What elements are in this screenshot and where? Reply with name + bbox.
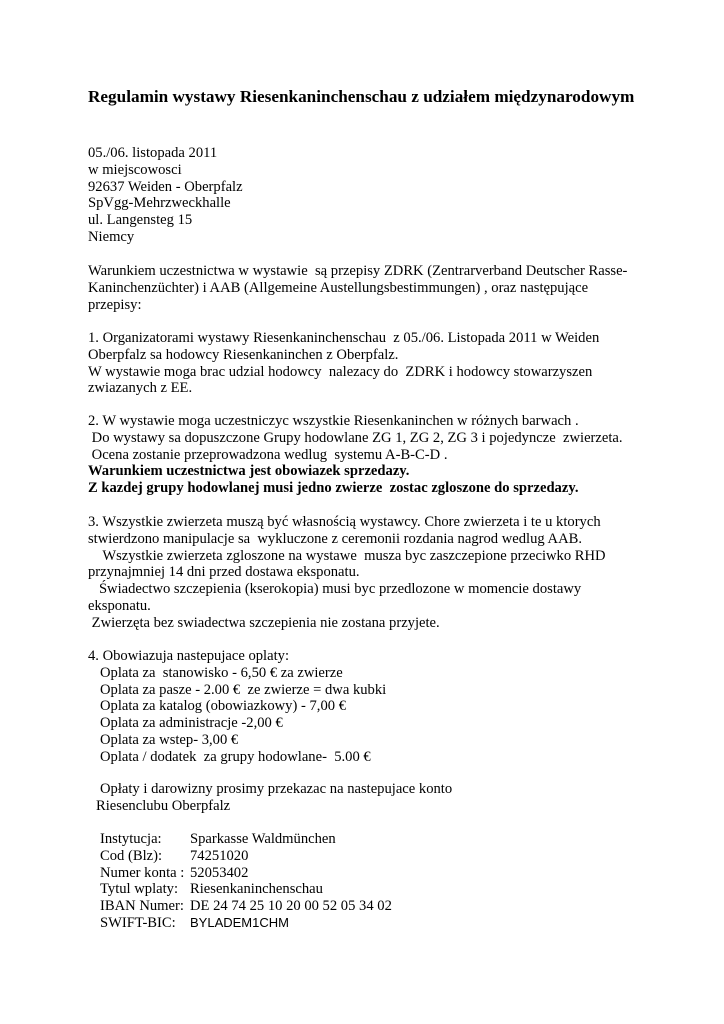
- bank-row: [100, 831, 392, 848]
- sale-requirement: Warunkiem uczestnictwa jest obowiazek sprzedazy.: [88, 463, 410, 480]
- section-2-line: 2. W wystawie moga uczestniczyc wszystkie Riesenkaninchen w różnych barwach .: [88, 413, 579, 429]
- section-1-line: zwiazanych z EE.: [88, 380, 193, 397]
- sale-requirement: Z kazdej grupy hodowlanej musi jedno zwierze zostac zgloszone do sprzedazy.: [88, 480, 579, 497]
- fee-item: Oplata / dodatek za grupy hodowlane- 5.00 €: [100, 748, 371, 765]
- section-2: [88, 413, 623, 497]
- bank-row: [100, 915, 392, 932]
- bank-value: DE 24 74 25 10 20 00 52 05 34 02: [190, 898, 392, 915]
- fee-item: Oplata za pasze - 2.00 € ze zwierze = dwa kubki: [100, 681, 387, 698]
- bank-label: Numer konta :: [100, 864, 185, 881]
- section-1: [88, 330, 599, 397]
- bank-label: Instytucja:: [100, 831, 162, 847]
- bank-value: BYLADEM1CHM: [190, 914, 289, 930]
- address-venue: SpVgg-Mehrzweckhalle: [88, 195, 231, 212]
- section-3-line: Wszystkie zwierzeta zgloszone na wystawe musza byc zaszczepione przeciwko RHD: [88, 547, 606, 564]
- section-2-line: Ocena zostanie przeprowadzona wedlug systemu A-B-C-D .: [88, 446, 448, 463]
- intro-line: Warunkiem uczestnictwa w wystawie są przepisy ZDRK (Zentrarverband Deutscher Rasse-: [88, 263, 628, 279]
- fee-item: Oplata za katalog (obowiazkowy) - 7,00 €: [100, 698, 346, 715]
- fee-item: Oplata za administracje -2,00 €: [100, 715, 283, 732]
- event-date: 05./06. listopada 2011: [88, 145, 218, 161]
- bank-label: Cod (Blz):: [100, 847, 163, 864]
- bank-value: Sparkasse Waldmünchen: [190, 831, 336, 847]
- address-street: ul. Langensteg 15: [88, 212, 193, 229]
- bank-value: 74251020: [190, 847, 249, 864]
- intro-line: Kaninchenzüchter) i AAB (Allgemeine Austellungsbestimmungen) , oraz następujące: [88, 279, 589, 296]
- bank-row: [100, 881, 392, 898]
- event-address-block: [88, 145, 243, 246]
- bank-details-table: [100, 831, 392, 932]
- section-3-line: Świadectwo szczepienia (kserokopia) musi byc przedlozone w momencie dostawy: [88, 581, 582, 598]
- address-line: w miejscowosci: [88, 161, 182, 178]
- section-2-line: Do wystawy sa dopuszczone Grupy hodowlane ZG 1, ZG 2, ZG 3 i pojedyncze zwierzeta.: [88, 429, 623, 446]
- section-3-line: przynajmniej 14 dni przed dostawa eksponatu.: [88, 564, 360, 581]
- fee-item: Oplata za stanowisko - 6,50 € za zwierze: [100, 664, 343, 681]
- bank-label: Tytul wplaty:: [100, 881, 179, 898]
- payment-recipient: Riesenclubu Oberpfalz: [96, 797, 231, 814]
- bank-row: [100, 898, 392, 915]
- bank-label: SWIFT-BIC:: [100, 914, 176, 931]
- section-3-line: Zwierzęta bez swiadectwa szczepienia nie zostana przyjete.: [88, 614, 440, 631]
- bank-value: Riesenkaninchenschau: [190, 881, 323, 898]
- bank-row: [100, 865, 392, 882]
- section-3-line: 3. Wszystkie zwierzeta muszą być własnością wystawcy. Chore zwierzeta i te u ktorych: [88, 514, 601, 530]
- fee-item: Oplata za wstep- 3,00 €: [100, 731, 239, 748]
- address-country: Niemcy: [88, 228, 135, 245]
- document-title: Regulamin wystawy Riesenkaninchenschau z udziałem międzynarodowym: [88, 87, 635, 106]
- intro-paragraph: [88, 263, 627, 313]
- section-4: [88, 648, 386, 766]
- section-3: [88, 514, 606, 632]
- fee-list: [88, 665, 386, 766]
- payment-note-line: Opłaty i darowizny prosimy przekazac na nastepujace konto: [100, 781, 453, 797]
- bank-label: IBAN Numer:: [100, 898, 184, 915]
- bank-row: [100, 848, 392, 865]
- section-1-line: W wystawie moga brac udzial hodowcy nalezacy do ZDRK i hodowcy stowarzyszen: [88, 363, 593, 380]
- section-1-line: 1. Organizatorami wystawy Riesenkaninchenschau z 05./06. Listopada 2011 w Weiden: [88, 330, 600, 346]
- bank-value: 52053402: [190, 864, 249, 881]
- section-4-heading: 4. Obowiazuja nastepujace oplaty:: [88, 648, 289, 664]
- intro-line: przepisy:: [88, 296, 142, 313]
- section-1-line: Oberpfalz sa hodowcy Riesenkaninchen z Oberpfalz.: [88, 346, 399, 363]
- section-3-line: eksponatu.: [88, 597, 151, 614]
- section-3-line: stwierdzono manipulacje sa wykluczone z ceremonii rozdania nagrod wedlug AAB.: [88, 530, 582, 547]
- address-city: 92637 Weiden - Oberpfalz: [88, 178, 243, 195]
- payment-note: [96, 781, 452, 815]
